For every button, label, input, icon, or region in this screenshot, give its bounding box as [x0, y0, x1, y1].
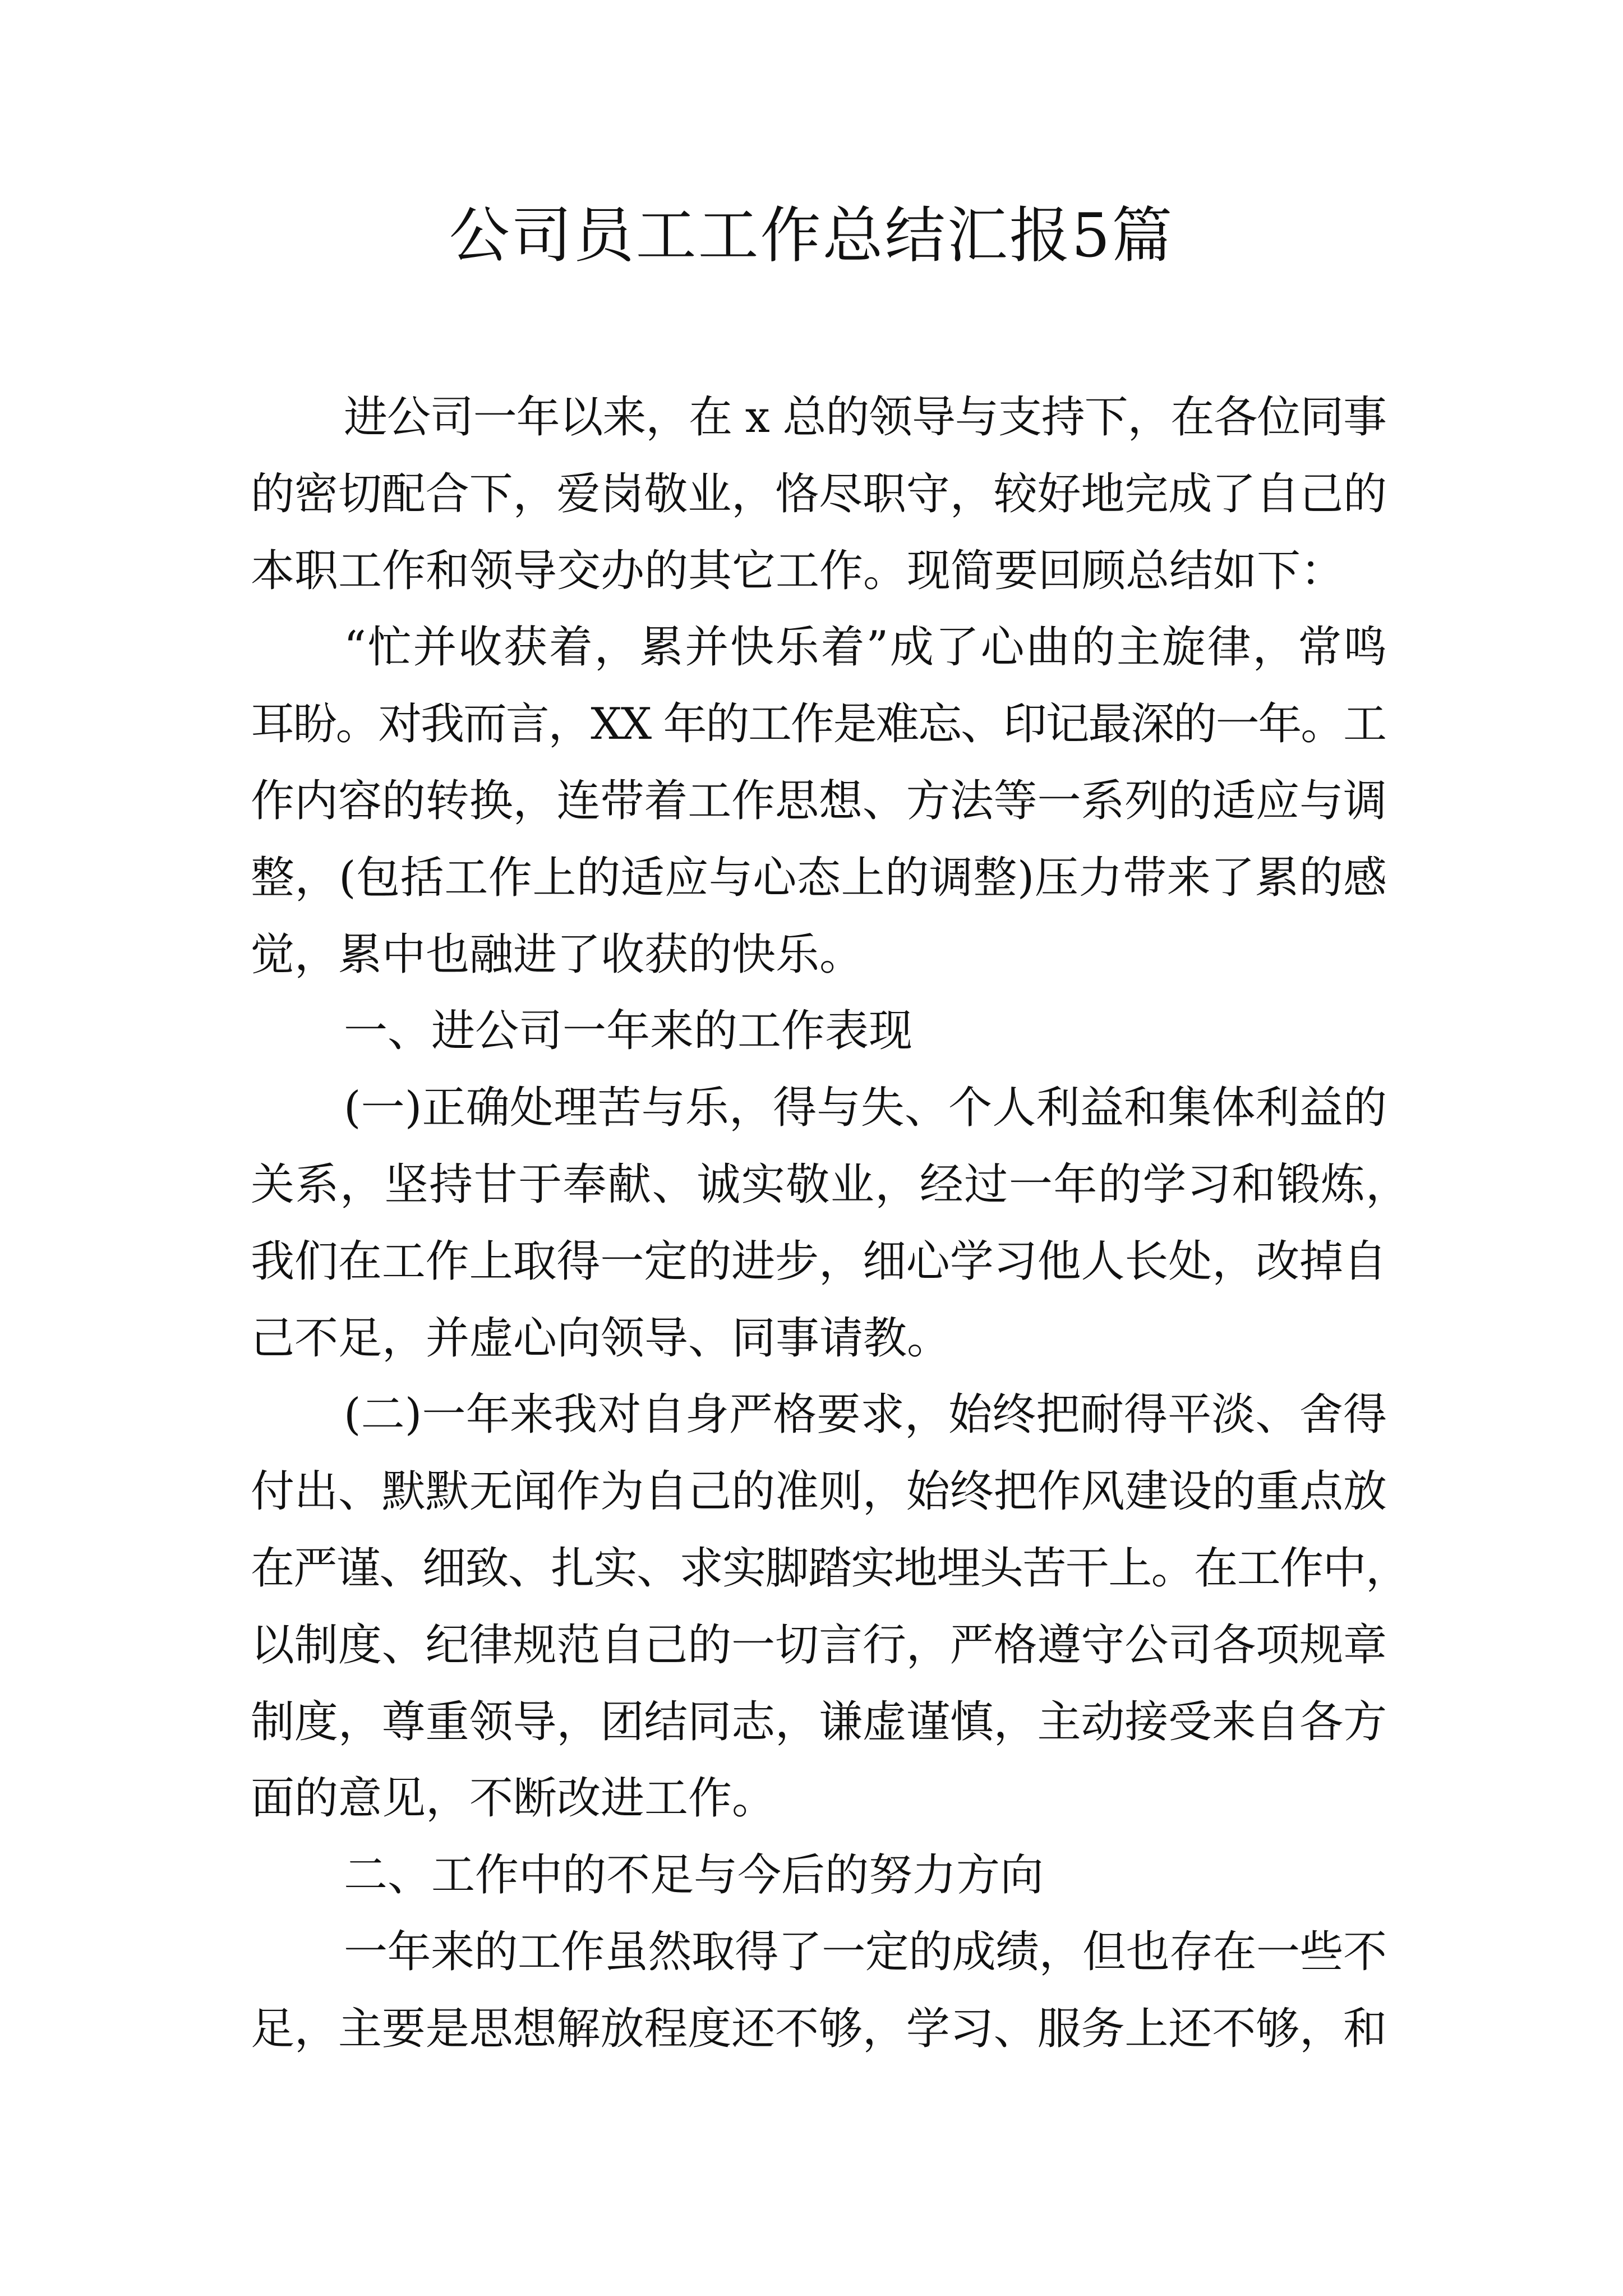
- text-line: [251, 379, 1387, 456]
- text-line-content: (一)正确处理苦与乐，得与失、个人利益和集体利益的: [344, 1083, 1387, 1134]
- text-line-content: 的密切配合下，爱岗敬业，恪尽职守，较好地完成了自己的: [251, 468, 1387, 519]
- text-line-content: 在严谨、细致、扎实、求实脚踏实地埋头苦干上。在工作中，: [251, 1543, 1409, 1594]
- text-line-content: 整，(包括工作上的适应与心态上的调整)压力带来了累的感: [251, 852, 1387, 903]
- text-line: [251, 1300, 1387, 1377]
- text-line: [251, 686, 1387, 763]
- text-line-content: 己不足，并虚心向领导、同事请教。: [251, 1313, 951, 1364]
- text-line: [251, 763, 1387, 840]
- text-line: [251, 1760, 1387, 1837]
- text-line: [251, 1991, 1387, 2068]
- text-line-content: 制度，尊重领导，团结同志，谦虚谨慎，主动接受来自各方: [251, 1696, 1387, 1747]
- section-heading: [251, 993, 1417, 1070]
- text-line: [251, 609, 1387, 686]
- text-line: [251, 1607, 1387, 1684]
- text-line-content: 我们在工作上取得一定的进步，细心学习他人长处，改掉自: [251, 1236, 1387, 1287]
- text-line-content: 觉，累中也融进了收获的快乐。: [251, 929, 864, 980]
- text-line: [251, 1070, 1387, 1147]
- paragraph: [251, 1914, 1417, 2068]
- section-heading-line: [251, 993, 1387, 1070]
- paragraph: [251, 1070, 1417, 1377]
- text-line-content: 耳盼。对我而言，XX 年的工作是难忘、印记最深的一年。工: [251, 699, 1386, 750]
- text-line-content: 付出、默默无闻作为自己的准则，始终把作风建设的重点放: [251, 1466, 1387, 1517]
- text-line-content: (二)一年来我对自身严格要求，始终把耐得平淡、舍得: [344, 1389, 1387, 1441]
- text-line-content: 一年来的工作虽然取得了一定的成绩，但也存在一些不: [344, 1926, 1387, 1977]
- paragraph: [251, 609, 1417, 993]
- text-line: [251, 1453, 1387, 1530]
- text-line: [251, 533, 1387, 610]
- text-line-content: 关系，坚持甘于奉献、诚实敬业，经过一年的学习和锻炼，: [251, 1159, 1410, 1210]
- text-line-content: 本职工作和领导交办的其它工作。现简要回顾总结如下：: [251, 545, 1345, 596]
- text-line: [251, 456, 1387, 533]
- text-line-content: “忙并收获着，累并快乐着”成了心曲的主旋律，常鸣: [344, 622, 1389, 673]
- text-line: [251, 840, 1387, 917]
- section-heading-line: [251, 1837, 1387, 1914]
- text-line: [251, 917, 1387, 993]
- section-heading: [251, 1837, 1417, 1914]
- section-heading-text: 一、进公司一年来的工作表现: [344, 1006, 913, 1057]
- text-line: [251, 1223, 1387, 1300]
- text-line: [251, 1530, 1409, 1607]
- text-line-content: 面的意见，不断改进工作。: [251, 1773, 776, 1824]
- text-line-content: 进公司一年以来，在 x 总的领导与支持下，在各位同事: [344, 392, 1386, 443]
- text-line: [251, 1914, 1387, 1991]
- text-line: [251, 1377, 1387, 1453]
- paragraph: [251, 1377, 1417, 1837]
- text-line-content: 以制度、纪律规范自己的一切言行，严格遵守公司各项规章: [251, 1619, 1387, 1671]
- document-body: [251, 379, 1417, 2068]
- text-line-content: 足，主要是思想解放程度还不够，学习、服务上还不够，和: [251, 2003, 1387, 2054]
- text-line: [251, 1684, 1387, 1761]
- document-title: 公司员工工作总结汇报5篇: [449, 201, 1174, 271]
- text-line: [251, 1147, 1409, 1223]
- paragraph: [251, 379, 1417, 609]
- text-line-content: 作内容的转换，连带着工作思想、方法等一系列的适应与调: [251, 775, 1387, 826]
- section-heading-text: 二、工作中的不足与今后的努力方向: [344, 1850, 1044, 1901]
